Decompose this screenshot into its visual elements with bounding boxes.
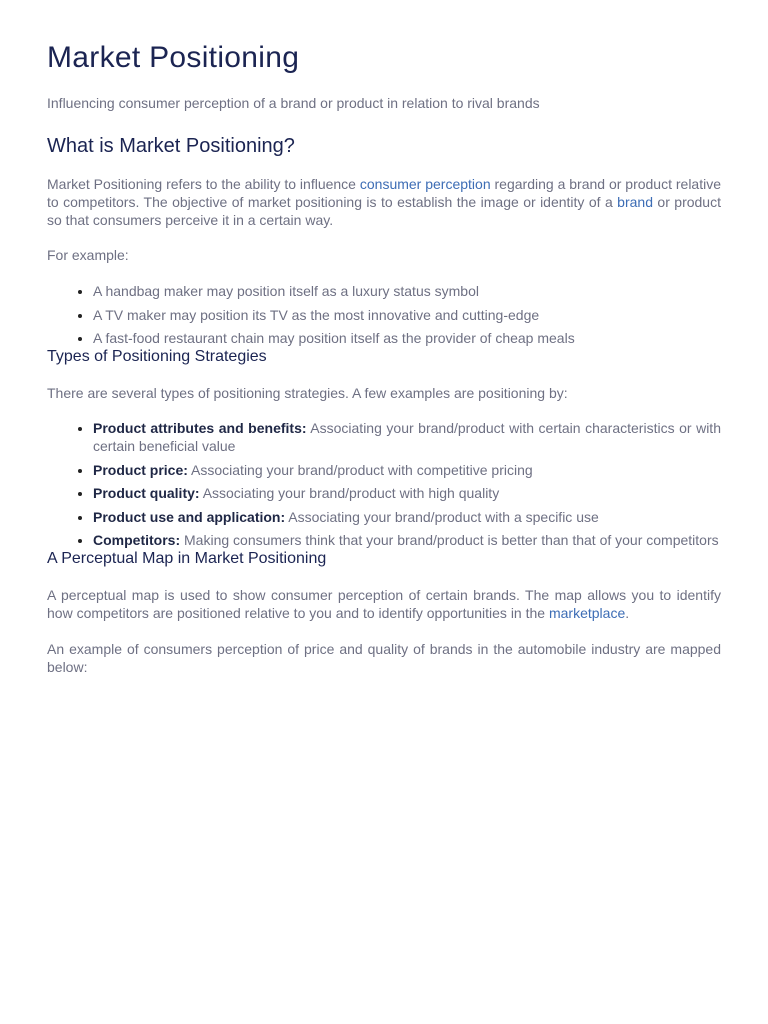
list-item — [93, 419, 721, 455]
section-perceptual-map — [47, 549, 721, 676]
perceptual-map-paragraph — [47, 586, 721, 622]
definition-paragraph — [47, 175, 721, 229]
strategy-label: Product attributes and benefits: — [93, 420, 307, 436]
strategy-label: Product price: — [93, 461, 188, 478]
paragraph-text: or product so that consumers perceive it in a certain way. — [47, 194, 721, 228]
paragraph-text: Market Positioning refers to the ability to influence — [47, 176, 360, 192]
examples-list — [47, 282, 721, 347]
section-heading-what-is: What is Market Positioning? — [47, 135, 295, 157]
strategy-description: Associating your brand/product with a specific use — [288, 508, 599, 525]
list-item — [93, 508, 721, 526]
strategy-description: Making consumers think that your brand/product is better than that of your competitors — [184, 532, 719, 548]
brand-link[interactable]: brand — [617, 194, 653, 210]
strategies-list — [47, 419, 721, 549]
strategy-description: Associating your brand/product with certain characteristics or with certain beneficial value — [93, 420, 721, 454]
strategy-description: Associating your brand/product with high quality — [202, 485, 500, 501]
consumer-perception-link[interactable]: consumer perception — [359, 176, 491, 192]
types-intro: There are several types of positioning strategies. A few examples are positioning by: — [47, 385, 568, 401]
paragraph-text: A perceptual map is used to show consumer perception of certain brands. The map allows you to identify how competitors are positioned relative to you and to identify opportunities in the — [47, 587, 721, 621]
list-item: • A TV maker may position its TV as the most innovative and cutting-edge — [93, 306, 721, 324]
list-item — [93, 531, 721, 549]
paragraph-text: regarding a brand or product relative to competitors. The objective of market positioning is to establish the image or identity of a — [47, 176, 722, 210]
strategy-label: Product quality: — [93, 485, 200, 501]
list-item — [93, 484, 721, 502]
example-intro: For example: — [47, 247, 129, 263]
section-heading-types: Types of Positioning Strategies — [47, 348, 267, 365]
page-title: Market Positioning — [47, 41, 300, 74]
section-types-of-strategies — [47, 347, 721, 549]
list-item: • A handbag maker may position itself as a luxury status symbol — [93, 282, 721, 300]
list-item: • A fast-food restaurant chain may position itself as the provider of cheap meals — [93, 329, 721, 347]
list-item — [93, 461, 721, 479]
page-subtitle: Influencing consumer perception of a brand or product in relation to rival brands — [47, 95, 540, 111]
perceptual-map-example-text: An example of consumers perception of price and quality of brands in the automobile industry are mapped below: — [47, 641, 721, 675]
strategy-description: Associating your brand/product with competitive pricing — [191, 461, 533, 478]
marketplace-link[interactable]: marketplace — [548, 605, 626, 621]
paragraph-text: . — [625, 605, 630, 621]
strategy-label: Product use and application: — [93, 508, 286, 525]
section-heading-perceptual-map: A Perceptual Map in Market Positioning — [47, 550, 327, 567]
strategy-label: Competitors: — [93, 532, 181, 548]
section-what-is-market-positioning — [47, 133, 721, 347]
